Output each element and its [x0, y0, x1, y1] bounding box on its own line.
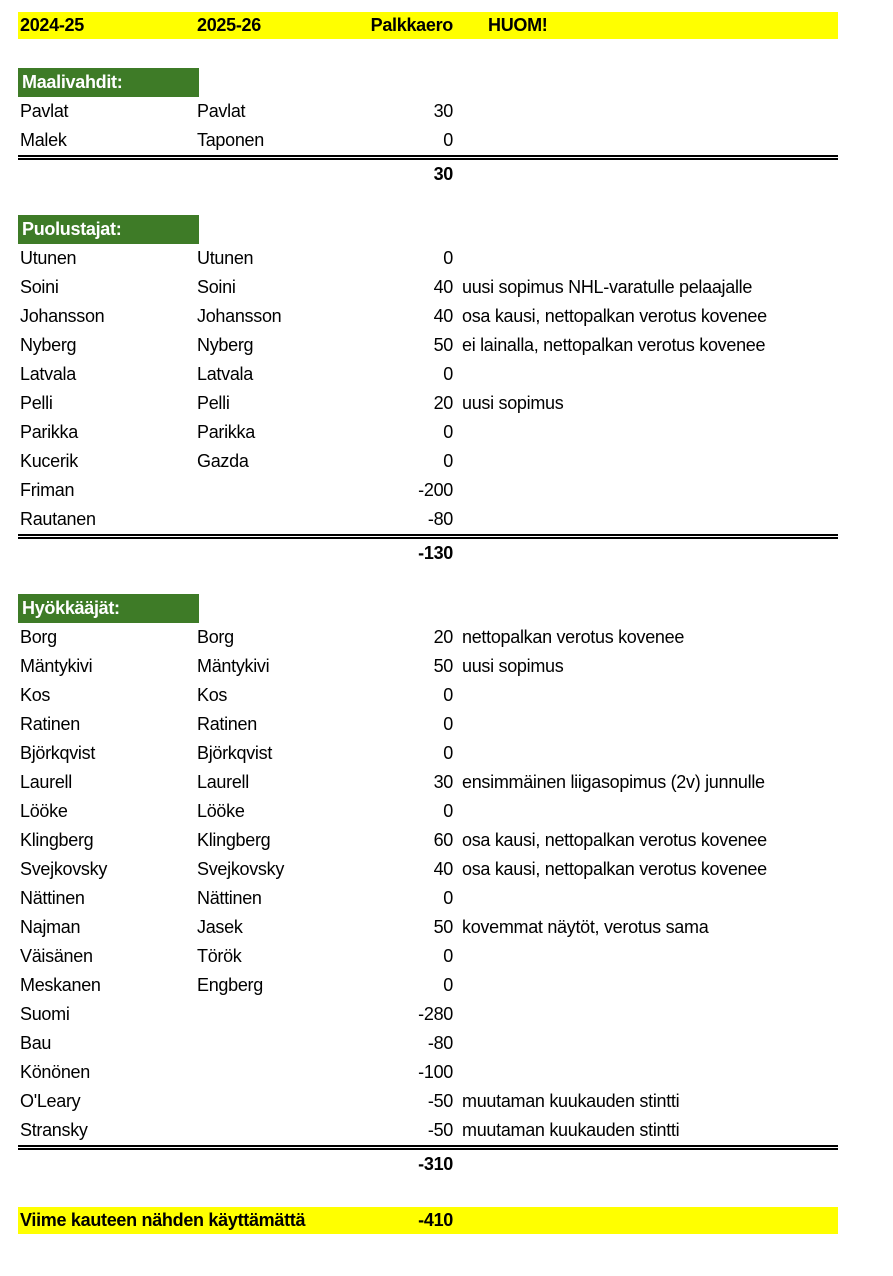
player-name-2025-26: Ratinen	[197, 714, 257, 734]
note-text: uusi sopimus	[462, 656, 564, 676]
player-name-2024-25: Könönen	[20, 1062, 90, 1082]
player-name-2025-26: Gazda	[197, 451, 249, 471]
salary-diff-value: 20	[433, 627, 453, 647]
player-section	[18, 68, 838, 189]
player-name-2025-26: Lööke	[197, 801, 245, 821]
salary-diff-value: 30	[433, 772, 453, 792]
salary-diff-value: 0	[443, 714, 453, 734]
player-name-2024-25: Björkqvist	[20, 743, 96, 763]
player-row	[18, 1087, 838, 1116]
player-row	[18, 244, 838, 273]
player-name-2024-25: Lööke	[20, 801, 68, 821]
player-name-2024-25: Bau	[20, 1033, 52, 1053]
player-row	[18, 826, 838, 855]
note-text: osa kausi, nettopalkan verotus kovenee	[462, 859, 767, 879]
player-name-2024-25: Pelli	[20, 393, 53, 413]
player-name-2025-26: Johansson	[197, 306, 282, 326]
salary-comparison-sheet	[18, 12, 838, 1234]
salary-diff-value: 50	[433, 917, 453, 937]
player-name-2024-25: Rautanen	[20, 509, 96, 529]
salary-diff-value: 0	[443, 946, 453, 966]
player-name-2024-25: Väisänen	[20, 946, 93, 966]
player-row	[18, 884, 838, 913]
player-name-2024-25: Svejkovsky	[20, 859, 108, 879]
player-name-2024-25: Soini	[20, 277, 59, 297]
note-text: osa kausi, nettopalkan verotus kovenee	[462, 306, 767, 326]
player-row	[18, 710, 838, 739]
column-header-palkkaero: Palkkaero	[370, 15, 453, 35]
note-text: muutaman kuukauden stintti	[462, 1091, 680, 1111]
player-name-2024-25: Klingberg	[20, 830, 94, 850]
player-row	[18, 739, 838, 768]
salary-diff-value: 40	[433, 306, 453, 326]
salary-diff-value: 0	[443, 451, 453, 471]
player-name-2025-26: Svejkovsky	[197, 859, 285, 879]
column-header-huom: HUOM!	[488, 15, 548, 35]
player-row	[18, 971, 838, 1000]
player-row	[18, 331, 838, 360]
salary-diff-value: 50	[433, 335, 453, 355]
salary-diff-value: 30	[433, 101, 453, 121]
salary-diff-value: 0	[443, 685, 453, 705]
player-name-2025-26: Pelli	[197, 393, 230, 413]
player-name-2024-25: Stransky	[20, 1120, 88, 1140]
section-title-row	[18, 68, 838, 97]
section-title-row	[18, 594, 838, 623]
note-text: nettopalkan verotus kovenee	[462, 627, 685, 647]
player-name-2024-25: Meskanen	[20, 975, 101, 995]
player-name-2024-25: Malek	[20, 130, 67, 150]
section-rows	[18, 97, 838, 155]
player-name-2024-25: Laurell	[20, 772, 72, 792]
section-title: Puolustajat:	[18, 215, 199, 244]
note-text: ei lainalla, nettopalkan verotus kovenee	[462, 335, 766, 355]
player-name-2024-25: Suomi	[20, 1004, 70, 1024]
section-total: 30	[433, 164, 453, 184]
player-row	[18, 1116, 838, 1145]
player-name-2025-26: Utunen	[197, 248, 254, 268]
player-name-2024-25: Borg	[20, 627, 57, 647]
player-name-2024-25: Utunen	[20, 248, 77, 268]
section-total: -310	[418, 1154, 453, 1174]
header-row	[18, 12, 838, 39]
player-name-2024-25: O'Leary	[20, 1091, 81, 1111]
salary-diff-value: 0	[443, 422, 453, 442]
salary-diff-value: 0	[443, 130, 453, 150]
player-name-2025-26: Kos	[197, 685, 228, 705]
section-title: Maalivahdit:	[18, 68, 199, 97]
salary-diff-value: 20	[433, 393, 453, 413]
player-name-2024-25: Mäntykivi	[20, 656, 93, 676]
player-row	[18, 360, 838, 389]
player-name-2025-26: Latvala	[197, 364, 253, 384]
player-name-2025-26: Taponen	[197, 130, 264, 150]
player-row	[18, 476, 838, 505]
player-row	[18, 797, 838, 826]
player-name-2024-25: Ratinen	[20, 714, 80, 734]
column-header-2025-26: 2025-26	[197, 15, 261, 35]
salary-diff-value: -50	[427, 1120, 453, 1140]
section-total: -130	[418, 543, 453, 563]
player-row	[18, 855, 838, 884]
footer-total: -410	[418, 1210, 453, 1230]
player-name-2024-25: Pavlat	[20, 101, 69, 121]
player-row	[18, 1058, 838, 1087]
salary-diff-value: -200	[418, 480, 453, 500]
player-name-2024-25: Nättinen	[20, 888, 85, 908]
salary-diff-value: 40	[433, 277, 453, 297]
salary-diff-value: 0	[443, 248, 453, 268]
player-row	[18, 681, 838, 710]
player-row	[18, 1029, 838, 1058]
player-name-2024-25: Latvala	[20, 364, 76, 384]
salary-diff-value: -80	[427, 509, 453, 529]
salary-diff-value: 60	[433, 830, 453, 850]
salary-diff-value: -280	[418, 1004, 453, 1024]
player-name-2024-25: Kos	[20, 685, 51, 705]
section-total-row	[18, 155, 838, 189]
section-total-row	[18, 534, 838, 568]
note-text: ensimmäinen liigasopimus (2v) junnulle	[462, 772, 765, 792]
player-name-2025-26: Nyberg	[197, 335, 254, 355]
player-name-2024-25: Johansson	[20, 306, 105, 326]
player-row	[18, 418, 838, 447]
player-name-2025-26: Soini	[197, 277, 236, 297]
player-name-2024-25: Kucerik	[20, 451, 78, 471]
player-name-2024-25: Parikka	[20, 422, 78, 442]
player-row	[18, 623, 838, 652]
player-name-2025-26: Mäntykivi	[197, 656, 270, 676]
player-row	[18, 505, 838, 534]
player-name-2025-26: Klingberg	[197, 830, 271, 850]
salary-diff-value: -100	[418, 1062, 453, 1082]
player-name-2025-26: Pavlat	[197, 101, 246, 121]
section-total-row	[18, 1145, 838, 1179]
salary-diff-value: -50	[427, 1091, 453, 1111]
note-text: muutaman kuukauden stintti	[462, 1120, 680, 1140]
player-name-2025-26: Engberg	[197, 975, 263, 995]
player-row	[18, 1000, 838, 1029]
player-row	[18, 768, 838, 797]
player-row	[18, 942, 838, 971]
section-rows	[18, 244, 838, 534]
player-row	[18, 652, 838, 681]
salary-diff-value: 0	[443, 364, 453, 384]
salary-diff-value: 50	[433, 656, 453, 676]
footer-row	[18, 1207, 838, 1234]
player-name-2024-25: Nyberg	[20, 335, 77, 355]
player-name-2025-26: Parikka	[197, 422, 255, 442]
sections-container	[18, 68, 838, 1179]
column-header-2024-25: 2024-25	[20, 15, 84, 35]
salary-diff-value: 0	[443, 975, 453, 995]
salary-diff-value: 0	[443, 801, 453, 821]
salary-diff-value: 0	[443, 888, 453, 908]
note-text: osa kausi, nettopalkan verotus kovenee	[462, 830, 767, 850]
player-name-2024-25: Najman	[20, 917, 81, 937]
player-name-2025-26: Björkqvist	[197, 743, 273, 763]
player-name-2025-26: Nättinen	[197, 888, 262, 908]
player-row	[18, 389, 838, 418]
section-title: Hyökkääjät:	[18, 594, 199, 623]
note-text: uusi sopimus NHL-varatulle pelaajalle	[462, 277, 753, 297]
player-row	[18, 913, 838, 942]
player-name-2025-26: Jasek	[197, 917, 243, 937]
player-row	[18, 447, 838, 476]
salary-diff-value: -80	[427, 1033, 453, 1053]
note-text: kovemmat näytöt, verotus sama	[462, 917, 709, 937]
player-row	[18, 302, 838, 331]
player-row	[18, 273, 838, 302]
player-name-2025-26: Laurell	[197, 772, 249, 792]
player-section	[18, 594, 838, 1179]
player-section	[18, 215, 838, 568]
player-row	[18, 126, 838, 155]
player-name-2025-26: Borg	[197, 627, 234, 647]
player-row	[18, 97, 838, 126]
salary-diff-value: 0	[443, 743, 453, 763]
player-name-2024-25: Friman	[20, 480, 75, 500]
salary-diff-value: 40	[433, 859, 453, 879]
note-text: uusi sopimus	[462, 393, 564, 413]
section-title-row	[18, 215, 838, 244]
section-rows	[18, 623, 838, 1145]
footer-label: Viime kauteen nähden käyttämättä	[20, 1210, 306, 1230]
player-name-2025-26: Török	[197, 946, 242, 966]
